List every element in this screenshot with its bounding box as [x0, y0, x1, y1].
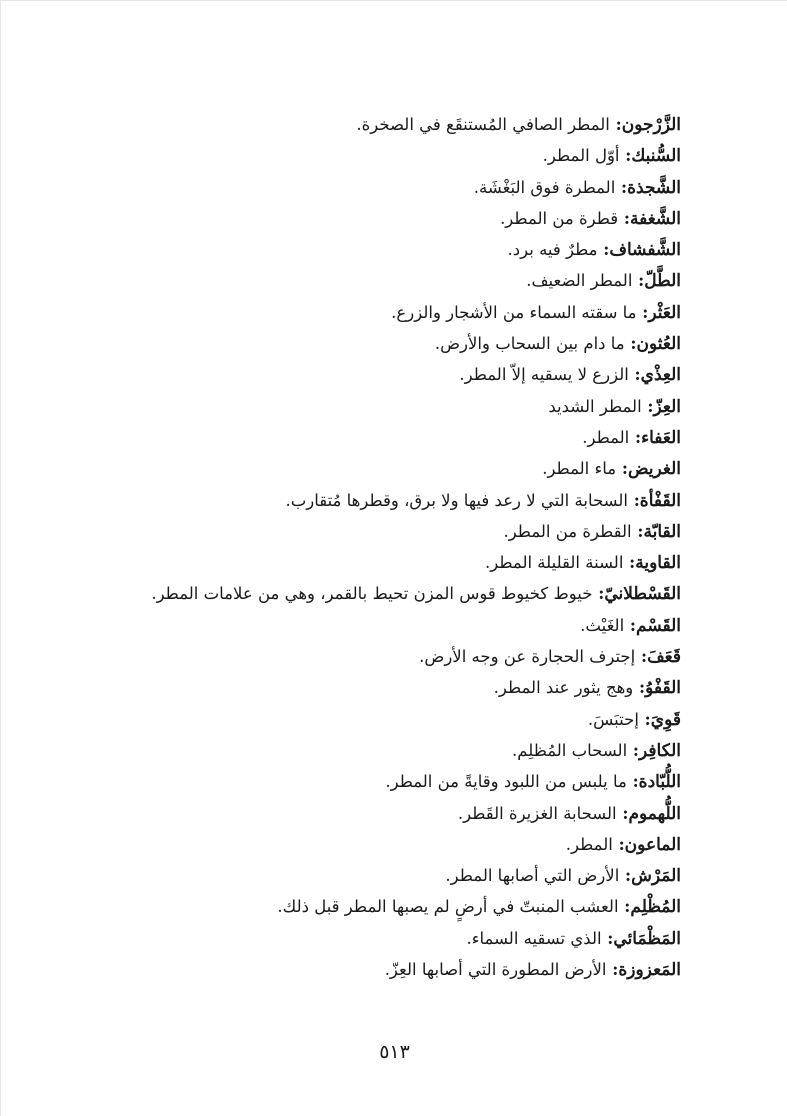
dictionary-entry	[81, 704, 681, 735]
entry-separator: :	[624, 615, 637, 635]
dictionary-entry	[81, 265, 681, 296]
dictionary-entry	[81, 203, 681, 234]
entry-separator: :	[612, 834, 625, 854]
entry-definition: السنة القليلة المطر.	[485, 553, 624, 573]
dictionary-entry	[81, 891, 681, 922]
entry-separator: :	[631, 521, 644, 541]
entry-term: الشَّفشاف	[609, 240, 681, 261]
entry-separator: :	[623, 553, 636, 573]
entry-term: السُّنبك	[631, 146, 681, 167]
entry-separator: :	[619, 866, 632, 886]
entry-separator: :	[597, 240, 610, 260]
entry-separator: :	[601, 928, 614, 948]
dictionary-entry	[81, 516, 681, 547]
entry-definition: المطر.	[582, 427, 630, 447]
entry-separator: :	[618, 897, 631, 917]
entry-definition: المطر.	[565, 834, 613, 854]
entry-separator: :	[627, 490, 640, 510]
entry-separator: :	[635, 647, 648, 667]
entry-separator: :	[616, 803, 629, 823]
dictionary-entry	[81, 610, 681, 641]
entry-definition: مطرٌ فيه برد.	[507, 240, 598, 260]
entry-separator: :	[615, 177, 628, 197]
entry-separator: :	[638, 709, 651, 729]
entry-separator: :	[618, 208, 631, 228]
dictionary-entry	[81, 829, 681, 860]
entry-definition: السحابة الغزيرة القَطر.	[457, 803, 617, 823]
entry-term: القابّة	[643, 521, 681, 542]
entry-term: الماعون	[624, 834, 681, 855]
entry-term: العِذْي	[640, 365, 681, 386]
entry-term: الطَّلّ	[644, 271, 681, 292]
entry-separator: :	[616, 459, 628, 479]
entry-definition: إحتبَسَ.	[587, 709, 639, 729]
entry-term: اللُّهموم	[628, 803, 681, 824]
entry-term: الزَّرْجون	[621, 115, 681, 135]
dictionary-entry	[81, 547, 681, 578]
entry-definition: القطرة من المطر.	[503, 521, 632, 541]
dictionary-entry	[81, 422, 681, 453]
entry-separator: :	[592, 584, 605, 604]
entry-separator: :	[619, 146, 632, 166]
dictionary-entry	[81, 172, 681, 203]
dictionary-entry	[81, 923, 681, 954]
entry-term: المَعزوزة	[618, 960, 681, 981]
entry-term: الشَّجذة	[627, 177, 681, 198]
entry-term: القَسْم	[636, 615, 681, 636]
entry-definition: المطر الشديد	[548, 396, 642, 416]
page-number: ٥١٣	[379, 1041, 410, 1063]
entry-term: الشَّغفة	[630, 208, 681, 229]
entry-separator: :	[629, 427, 642, 447]
entry-term: القَفْأة	[639, 490, 681, 511]
entry-term: العَثْر	[648, 302, 681, 323]
entry-separator: :	[633, 678, 646, 698]
dictionary-entry-list	[81, 109, 681, 985]
dictionary-entry	[81, 766, 681, 797]
entry-term: المُظْلِم	[630, 897, 681, 918]
entry-definition: الأرض المطورة التي أصابها العِزّ.	[384, 960, 607, 980]
entry-definition: المطرة فوق البَغْشَة.	[473, 177, 616, 197]
entry-definition: ما يلبس من اللبود وقايةً من المطر.	[385, 772, 627, 792]
entry-term: العِزّ	[653, 396, 681, 417]
dictionary-entry	[81, 641, 681, 672]
entry-term: القَفْوُ	[645, 678, 681, 699]
dictionary-entry	[81, 359, 681, 390]
dictionary-entry	[81, 578, 681, 609]
entry-definition: ما سقته السماء من الأشجار والزرع.	[391, 302, 637, 322]
entry-term: الغريض	[627, 459, 681, 480]
entry-definition: العشب المنبتّ في أرضٍ لم يصبها المطر قبل ذلك.	[277, 897, 619, 917]
entry-term: قَوِيَ	[650, 709, 681, 730]
dictionary-entry	[81, 485, 681, 516]
dictionary-entry	[81, 672, 681, 703]
entry-definition: ما دام بين السحاب والأرض.	[434, 334, 625, 354]
entry-separator: :	[609, 115, 622, 134]
entry-term: القَسْطلانيّ	[604, 584, 681, 605]
entry-definition: الأرض التي أصابها المطر.	[445, 866, 620, 886]
entry-term: القاوية	[635, 553, 681, 574]
entry-separator: :	[624, 334, 637, 354]
entry-term: المَظْمَائي	[613, 928, 681, 949]
dictionary-entry	[81, 954, 681, 985]
entry-term: المَرْش	[631, 866, 681, 887]
entry-separator: :	[628, 365, 641, 385]
dictionary-entry	[81, 860, 681, 891]
entry-definition: السحاب المُظلِم.	[512, 740, 628, 760]
entry-definition: إجترف الحجارة عن وجه الأرض.	[419, 647, 636, 667]
entry-term: اللُّبّادة	[638, 772, 681, 793]
entry-term: الكافِر	[639, 740, 681, 761]
entry-term: قَعَفَ	[647, 647, 681, 668]
entry-separator: :	[636, 302, 649, 322]
entry-definition: السحابة التي لا رعد فيها ولا برق، وقطرها مُتقارب.	[285, 490, 628, 510]
entry-separator: :	[626, 772, 639, 792]
dictionary-entry	[81, 109, 681, 140]
entry-separator: :	[627, 740, 640, 760]
entry-definition: خيوط كخيوط قوس المزن تحيط بالقمر، وهي من علامات المطر.	[151, 584, 593, 604]
entry-definition: وهج يثور عند المطر.	[493, 678, 634, 698]
entry-definition: الذي تسقيه السماء.	[466, 928, 602, 948]
entry-definition: المطر الضعيف.	[526, 271, 633, 291]
entry-term: العَفاء	[641, 427, 681, 448]
entry-separator: :	[606, 960, 619, 980]
entry-definition: المطر الصافي المُستنقَع في الصخرة.	[356, 115, 610, 134]
entry-separator: :	[632, 271, 645, 291]
dictionary-entry	[81, 798, 681, 829]
dictionary-entry	[81, 140, 681, 171]
entry-definition: الزرع لا يسقيه إلاّ المطر.	[459, 365, 629, 385]
dictionary-entry	[81, 328, 681, 359]
dictionary-entry	[81, 234, 681, 265]
entry-definition: الغَيْث.	[580, 615, 625, 635]
entry-definition: أوّل المطر.	[542, 146, 620, 166]
dictionary-entry	[81, 735, 681, 766]
entry-term: العُثون	[636, 334, 681, 355]
entry-definition: قطرة من المطر.	[500, 208, 619, 228]
dictionary-entry	[81, 453, 681, 484]
entry-definition: ماء المطر.	[542, 459, 617, 479]
entry-separator: :	[641, 396, 654, 416]
dictionary-entry	[81, 391, 681, 422]
dictionary-entry	[81, 297, 681, 328]
